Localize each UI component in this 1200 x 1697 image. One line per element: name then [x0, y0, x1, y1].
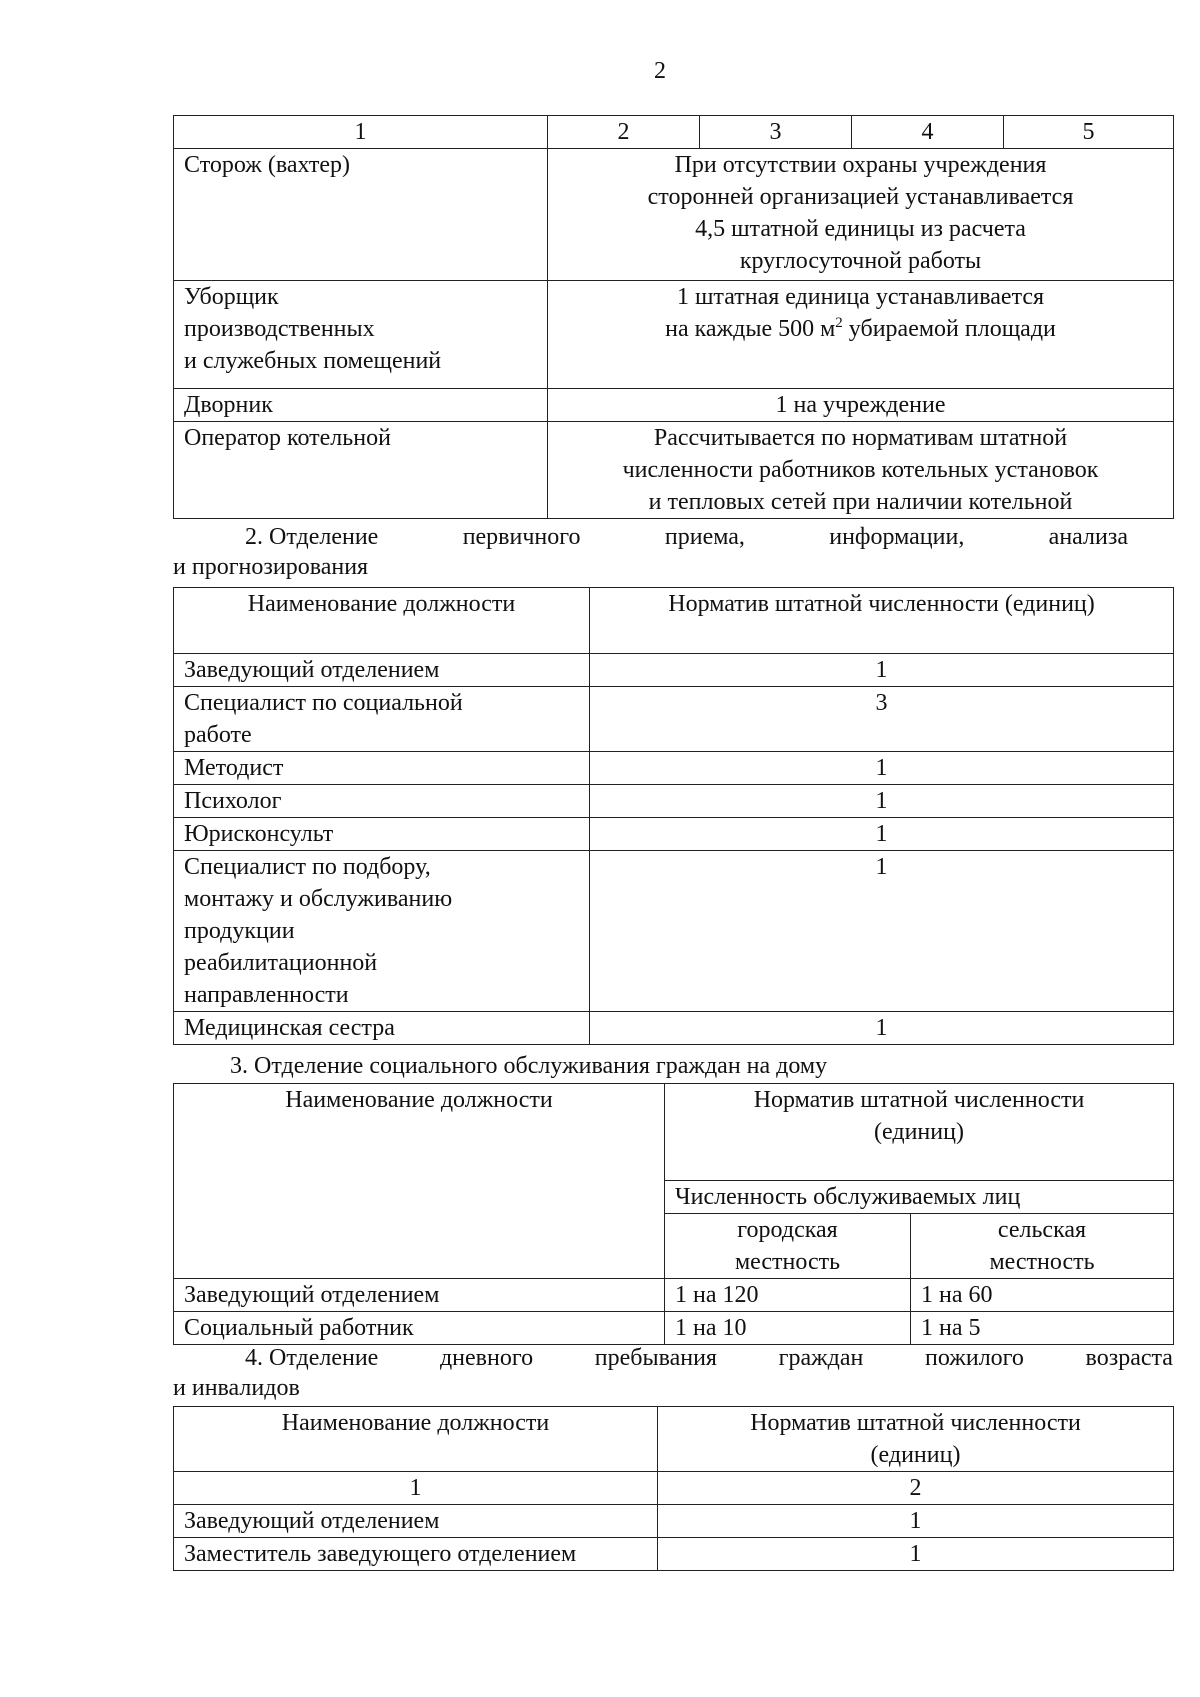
table-row — [174, 1012, 1174, 1045]
urban-ratio: 1 на 10 — [665, 1312, 911, 1345]
position-name: Методист — [174, 752, 590, 785]
rural-area-header: сельская местность — [911, 1214, 1174, 1279]
table-row — [174, 752, 1174, 785]
position-name: Психолог — [174, 785, 590, 818]
position-name: Юрисконсульт — [174, 818, 590, 851]
position-name: Специалист по социальной работе — [174, 687, 590, 752]
table-row — [174, 851, 1174, 1012]
staffing-value: 1 — [590, 752, 1174, 785]
position-name: Оператор котельной — [174, 422, 548, 519]
table-row — [174, 1505, 1174, 1538]
staffing-value: 1 — [590, 818, 1174, 851]
table-header-row — [174, 588, 1174, 654]
position-name: Дворник — [174, 389, 548, 422]
position-name: Сторож (вахтер) — [174, 149, 548, 281]
column-number: 2 — [548, 116, 700, 149]
table-row — [174, 785, 1174, 818]
column-header: Норматив штатной численности (единиц) — [665, 1084, 1174, 1181]
staffing-norm: Рассчитывается по нормативам штатной численности работников котельных установок и тепловых сетей при наличии котельной — [548, 422, 1174, 519]
staffing-value: 1 — [590, 785, 1174, 818]
staffing-norm: При отсутствии охраны учреждения сторонней организацией устанавливается 4,5 штатной единицы из расчета круглосуточной работы — [548, 149, 1174, 281]
column-number: 4 — [852, 116, 1004, 149]
table-row — [174, 281, 1174, 389]
staffing-value: 3 — [590, 687, 1174, 752]
position-name: Медицинская сестра — [174, 1012, 590, 1045]
column-header: Наименование должности — [174, 1084, 665, 1279]
staffing-value: 1 — [658, 1538, 1174, 1571]
column-number: 3 — [700, 116, 852, 149]
position-name: Заведующий отделением — [174, 1279, 665, 1312]
column-header: Норматив штатной численности (единиц) — [590, 588, 1174, 654]
column-header: Наименование должности — [174, 588, 590, 654]
rural-ratio: 1 на 5 — [911, 1312, 1174, 1345]
position-name: Заведующий отделением — [174, 654, 590, 687]
table-row — [174, 654, 1174, 687]
table-header-row — [174, 1407, 1174, 1472]
position-name: Специалист по подбору, монтажу и обслуживанию продукции реабилитационной направленности — [174, 851, 590, 1012]
position-name: Заместитель заведующего отделением — [174, 1538, 658, 1571]
table-row — [174, 1279, 1174, 1312]
table-header-row — [174, 116, 1174, 149]
table-row — [174, 149, 1174, 281]
staffing-norm: 1 штатная единица устанавливается на каждые 500 $м^2$ убираемой площади — [548, 281, 1174, 389]
urban-area-header: городская местность — [665, 1214, 911, 1279]
column-header: Норматив штатной численности (единиц) — [658, 1407, 1174, 1472]
section-4-heading: 4. Отделение дневного пребывания граждан пожилого возраста и инвалидов — [173, 1345, 1173, 1401]
section-4-table — [173, 1406, 1174, 1571]
section-2-heading: 2. Отделение первичного приема, информации, анализа и прогнозирования — [173, 524, 1128, 580]
staffing-table-continued — [173, 115, 1174, 519]
urban-ratio: 1 на 120 — [665, 1279, 911, 1312]
column-number: 5 — [1004, 116, 1174, 149]
table-row — [174, 422, 1174, 519]
staffing-value: 1 — [658, 1505, 1174, 1538]
column-number: 2 — [658, 1472, 1174, 1505]
served-persons-header: Численность обслуживаемых лиц — [665, 1181, 1174, 1214]
position-name: Заведующий отделением — [174, 1505, 658, 1538]
page-number: 2 — [654, 58, 666, 84]
table-row — [174, 1538, 1174, 1571]
staffing-value: 1 — [590, 654, 1174, 687]
staffing-norm: 1 на учреждение — [548, 389, 1174, 422]
section-3-heading: 3. Отделение социального обслуживания граждан на дому — [230, 1053, 828, 1079]
staffing-value: 1 — [590, 1012, 1174, 1045]
table-number-row — [174, 1472, 1174, 1505]
column-number: 1 — [174, 1472, 658, 1505]
table-row — [174, 389, 1174, 422]
section-2-table — [173, 587, 1174, 1045]
table-row — [174, 1312, 1174, 1345]
table-row — [174, 818, 1174, 851]
column-number: 1 — [174, 116, 548, 149]
rural-ratio: 1 на 60 — [911, 1279, 1174, 1312]
table-row — [174, 687, 1174, 752]
staffing-value: 1 — [590, 851, 1174, 1012]
section-3-table — [173, 1083, 1174, 1345]
position-name: Социальный работник — [174, 1312, 665, 1345]
column-header: Наименование должности — [174, 1407, 658, 1472]
position-name: Уборщик производственных и служебных помещений — [174, 281, 548, 389]
table-header-row — [174, 1084, 1174, 1181]
